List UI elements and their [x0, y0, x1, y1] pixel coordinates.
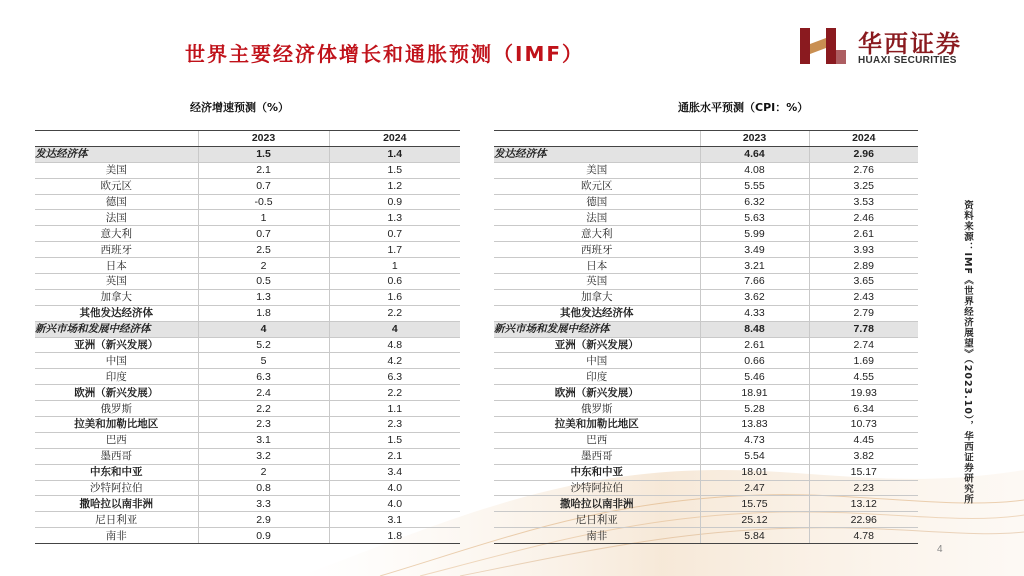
value-cell: 5.63 — [700, 210, 809, 226]
row-label-cell: 俄罗斯 — [494, 401, 700, 417]
table-row — [494, 417, 918, 433]
row-label-cell: 撒哈拉以南非洲 — [494, 496, 700, 512]
header-cell: 2023 — [198, 131, 329, 147]
value-cell: 0.7 — [198, 178, 329, 194]
row-label-cell: 法国 — [494, 210, 700, 226]
value-cell: 2.23 — [809, 480, 918, 496]
value-cell: 18.91 — [700, 385, 809, 401]
value-cell: 0.5 — [198, 274, 329, 290]
value-cell: 1.5 — [329, 162, 460, 178]
table-row — [494, 242, 918, 258]
table-row — [494, 258, 918, 274]
row-label-cell: 加拿大 — [35, 289, 198, 305]
row-label-cell: 印度 — [35, 369, 198, 385]
value-cell: 1.8 — [329, 528, 460, 544]
value-cell: 2.79 — [809, 305, 918, 321]
value-cell: 2.61 — [809, 226, 918, 242]
row-label-cell: 中东和中亚 — [35, 464, 198, 480]
value-cell: 1.5 — [198, 146, 329, 162]
table-row — [494, 321, 918, 337]
value-cell: 0.66 — [700, 353, 809, 369]
table-row — [494, 146, 918, 162]
page-number: 4 — [937, 544, 943, 555]
value-cell: 4.0 — [329, 496, 460, 512]
value-cell: 2.76 — [809, 162, 918, 178]
header-cell: 2024 — [329, 131, 460, 147]
growth-table-caption: 经济增速预测（%） — [190, 101, 290, 114]
company-logo — [796, 24, 1006, 70]
value-cell: 3.4 — [329, 464, 460, 480]
value-cell: 13.12 — [809, 496, 918, 512]
table-row — [494, 496, 918, 512]
header-cell: 2023 — [700, 131, 809, 147]
value-cell: 2.2 — [198, 401, 329, 417]
table-row — [494, 464, 918, 480]
value-cell: 3.62 — [700, 289, 809, 305]
value-cell: 4.73 — [700, 432, 809, 448]
row-label-cell: 尼日利亚 — [35, 512, 198, 528]
row-label-cell: 沙特阿拉伯 — [494, 480, 700, 496]
value-cell: 3.25 — [809, 178, 918, 194]
logo-chinese-name: 华西证券 — [858, 30, 962, 58]
page-title: 世界主要经济体增长和通胀预测（IMF） — [185, 42, 585, 66]
inflation-forecast-table — [494, 130, 918, 544]
value-cell: 0.9 — [329, 194, 460, 210]
row-label-cell: 南非 — [494, 528, 700, 544]
row-label-cell: 其他发达经济体 — [494, 305, 700, 321]
value-cell: 1.69 — [809, 353, 918, 369]
row-label-cell: 拉美和加勒比地区 — [494, 417, 700, 433]
value-cell: 1.7 — [329, 242, 460, 258]
table-row — [35, 289, 460, 305]
value-cell: 4.64 — [700, 146, 809, 162]
inflation-table-caption: 通胀水平预测（CPI：%） — [678, 101, 809, 114]
value-cell: 5.99 — [700, 226, 809, 242]
header-cell — [35, 131, 198, 147]
value-cell: 1.3 — [198, 289, 329, 305]
table-row — [35, 146, 460, 162]
value-cell: 3.3 — [198, 496, 329, 512]
table-row — [35, 417, 460, 433]
value-cell: 3.1 — [329, 512, 460, 528]
value-cell: 4.78 — [809, 528, 918, 544]
row-label-cell: 欧洲（新兴发展） — [35, 385, 198, 401]
value-cell: 13.83 — [700, 417, 809, 433]
value-cell: 5 — [198, 353, 329, 369]
row-label-cell: 英国 — [35, 274, 198, 290]
value-cell: 2.61 — [700, 337, 809, 353]
value-cell: 2.3 — [198, 417, 329, 433]
row-label-cell: 意大利 — [35, 226, 198, 242]
value-cell: 1.8 — [198, 305, 329, 321]
value-cell: 3.93 — [809, 242, 918, 258]
table-row — [35, 464, 460, 480]
value-cell: 5.55 — [700, 178, 809, 194]
row-label-cell: 美国 — [35, 162, 198, 178]
value-cell: 8.48 — [700, 321, 809, 337]
value-cell: 18.01 — [700, 464, 809, 480]
row-label-cell: 印度 — [494, 369, 700, 385]
table-row — [494, 353, 918, 369]
row-label-cell: 法国 — [35, 210, 198, 226]
value-cell: 2.1 — [198, 162, 329, 178]
logo-english-name: HUAXI SECURITIES — [858, 55, 957, 66]
value-cell: 2.43 — [809, 289, 918, 305]
value-cell: 6.34 — [809, 401, 918, 417]
row-label-cell: 墨西哥 — [494, 448, 700, 464]
value-cell: 2.5 — [198, 242, 329, 258]
table-row — [35, 369, 460, 385]
value-cell: 1.3 — [329, 210, 460, 226]
value-cell: 2.2 — [329, 385, 460, 401]
row-label-cell: 德国 — [35, 194, 198, 210]
value-cell: 4.08 — [700, 162, 809, 178]
table-row — [494, 369, 918, 385]
table-row — [35, 353, 460, 369]
value-cell: 4.45 — [809, 432, 918, 448]
table-row — [35, 226, 460, 242]
value-cell: 3.2 — [198, 448, 329, 464]
value-cell: 4.55 — [809, 369, 918, 385]
table-row — [494, 401, 918, 417]
value-cell: 4 — [198, 321, 329, 337]
value-cell: 3.53 — [809, 194, 918, 210]
table-row — [494, 194, 918, 210]
table-header-row — [35, 131, 460, 147]
table-row — [35, 448, 460, 464]
value-cell: 3.21 — [700, 258, 809, 274]
row-label-cell: 新兴市场和发展中经济体 — [494, 321, 700, 337]
table-row — [35, 242, 460, 258]
huaxi-logo-icon — [796, 24, 850, 68]
value-cell: 22.96 — [809, 512, 918, 528]
table-row — [494, 305, 918, 321]
table-row — [494, 274, 918, 290]
value-cell: 5.84 — [700, 528, 809, 544]
row-label-cell: 欧元区 — [35, 178, 198, 194]
table-row — [35, 274, 460, 290]
row-label-cell: 意大利 — [494, 226, 700, 242]
value-cell: 1 — [198, 210, 329, 226]
table-row — [35, 194, 460, 210]
row-label-cell: 巴西 — [35, 432, 198, 448]
value-cell: 4.33 — [700, 305, 809, 321]
table-row — [35, 305, 460, 321]
value-cell: 4.2 — [329, 353, 460, 369]
row-label-cell: 俄罗斯 — [35, 401, 198, 417]
source-note: 资料来源：IMF《世界经济展望》（2023.10），华西证券研究所 — [962, 200, 973, 505]
value-cell: 2.2 — [329, 305, 460, 321]
value-cell: 15.75 — [700, 496, 809, 512]
value-cell: 2.3 — [329, 417, 460, 433]
table-row — [35, 496, 460, 512]
row-label-cell: 墨西哥 — [35, 448, 198, 464]
value-cell: 2.4 — [198, 385, 329, 401]
value-cell: 0.8 — [198, 480, 329, 496]
value-cell: 5.2 — [198, 337, 329, 353]
value-cell: 2 — [198, 258, 329, 274]
value-cell: -0.5 — [198, 194, 329, 210]
value-cell: 5.54 — [700, 448, 809, 464]
table-header-row — [494, 131, 918, 147]
row-label-cell: 发达经济体 — [494, 146, 700, 162]
table-row — [35, 480, 460, 496]
row-label-cell: 新兴市场和发展中经济体 — [35, 321, 198, 337]
row-label-cell: 西班牙 — [35, 242, 198, 258]
value-cell: 6.32 — [700, 194, 809, 210]
value-cell: 5.28 — [700, 401, 809, 417]
value-cell: 2.1 — [329, 448, 460, 464]
row-label-cell: 亚洲（新兴发展） — [35, 337, 198, 353]
table-row — [35, 321, 460, 337]
header-cell — [494, 131, 700, 147]
value-cell: 6.3 — [198, 369, 329, 385]
header-cell: 2024 — [809, 131, 918, 147]
value-cell: 0.6 — [329, 274, 460, 290]
table-row — [35, 258, 460, 274]
row-label-cell: 日本 — [35, 258, 198, 274]
value-cell: 0.7 — [329, 226, 460, 242]
value-cell: 7.78 — [809, 321, 918, 337]
table-row — [35, 401, 460, 417]
value-cell: 4.8 — [329, 337, 460, 353]
value-cell: 6.3 — [329, 369, 460, 385]
row-label-cell: 英国 — [494, 274, 700, 290]
value-cell: 19.93 — [809, 385, 918, 401]
row-label-cell: 发达经济体 — [35, 146, 198, 162]
value-cell: 3.82 — [809, 448, 918, 464]
value-cell: 0.9 — [198, 528, 329, 544]
value-cell: 7.66 — [700, 274, 809, 290]
value-cell: 3.1 — [198, 432, 329, 448]
table-row — [494, 178, 918, 194]
value-cell: 3.49 — [700, 242, 809, 258]
row-label-cell: 中国 — [494, 353, 700, 369]
row-label-cell: 撒哈拉以南非洲 — [35, 496, 198, 512]
table-row — [494, 289, 918, 305]
row-label-cell: 南非 — [35, 528, 198, 544]
row-label-cell: 中国 — [35, 353, 198, 369]
table-row — [494, 337, 918, 353]
value-cell: 2.74 — [809, 337, 918, 353]
value-cell: 1 — [329, 258, 460, 274]
value-cell: 2.9 — [198, 512, 329, 528]
value-cell: 1.2 — [329, 178, 460, 194]
table-row — [35, 432, 460, 448]
value-cell: 1.6 — [329, 289, 460, 305]
value-cell: 0.7 — [198, 226, 329, 242]
row-label-cell: 欧洲（新兴发展） — [494, 385, 700, 401]
value-cell: 1.1 — [329, 401, 460, 417]
table-row — [494, 528, 918, 544]
row-label-cell: 尼日利亚 — [494, 512, 700, 528]
row-label-cell: 拉美和加勒比地区 — [35, 417, 198, 433]
value-cell: 25.12 — [700, 512, 809, 528]
value-cell: 2.96 — [809, 146, 918, 162]
row-label-cell: 加拿大 — [494, 289, 700, 305]
value-cell: 4.0 — [329, 480, 460, 496]
table-row — [35, 385, 460, 401]
value-cell: 2.46 — [809, 210, 918, 226]
row-label-cell: 日本 — [494, 258, 700, 274]
value-cell: 1.5 — [329, 432, 460, 448]
value-cell: 2.47 — [700, 480, 809, 496]
table-row — [494, 512, 918, 528]
table-row — [494, 162, 918, 178]
table-row — [494, 448, 918, 464]
value-cell: 2 — [198, 464, 329, 480]
row-label-cell: 巴西 — [494, 432, 700, 448]
row-label-cell: 中东和中亚 — [494, 464, 700, 480]
row-label-cell: 沙特阿拉伯 — [35, 480, 198, 496]
row-label-cell: 欧元区 — [494, 178, 700, 194]
table-row — [494, 226, 918, 242]
row-label-cell: 德国 — [494, 194, 700, 210]
table-row — [35, 178, 460, 194]
table-row — [494, 385, 918, 401]
table-row — [35, 528, 460, 544]
table-row — [35, 162, 460, 178]
row-label-cell: 美国 — [494, 162, 700, 178]
row-label-cell: 其他发达经济体 — [35, 305, 198, 321]
table-row — [494, 432, 918, 448]
table-row — [494, 210, 918, 226]
table-row — [35, 210, 460, 226]
value-cell: 2.89 — [809, 258, 918, 274]
value-cell: 10.73 — [809, 417, 918, 433]
table-row — [35, 337, 460, 353]
row-label-cell: 西班牙 — [494, 242, 700, 258]
value-cell: 5.46 — [700, 369, 809, 385]
row-label-cell: 亚洲（新兴发展） — [494, 337, 700, 353]
value-cell: 4 — [329, 321, 460, 337]
growth-forecast-table — [35, 130, 460, 544]
value-cell: 15.17 — [809, 464, 918, 480]
table-row — [35, 512, 460, 528]
value-cell: 1.4 — [329, 146, 460, 162]
value-cell: 3.65 — [809, 274, 918, 290]
table-row — [494, 480, 918, 496]
